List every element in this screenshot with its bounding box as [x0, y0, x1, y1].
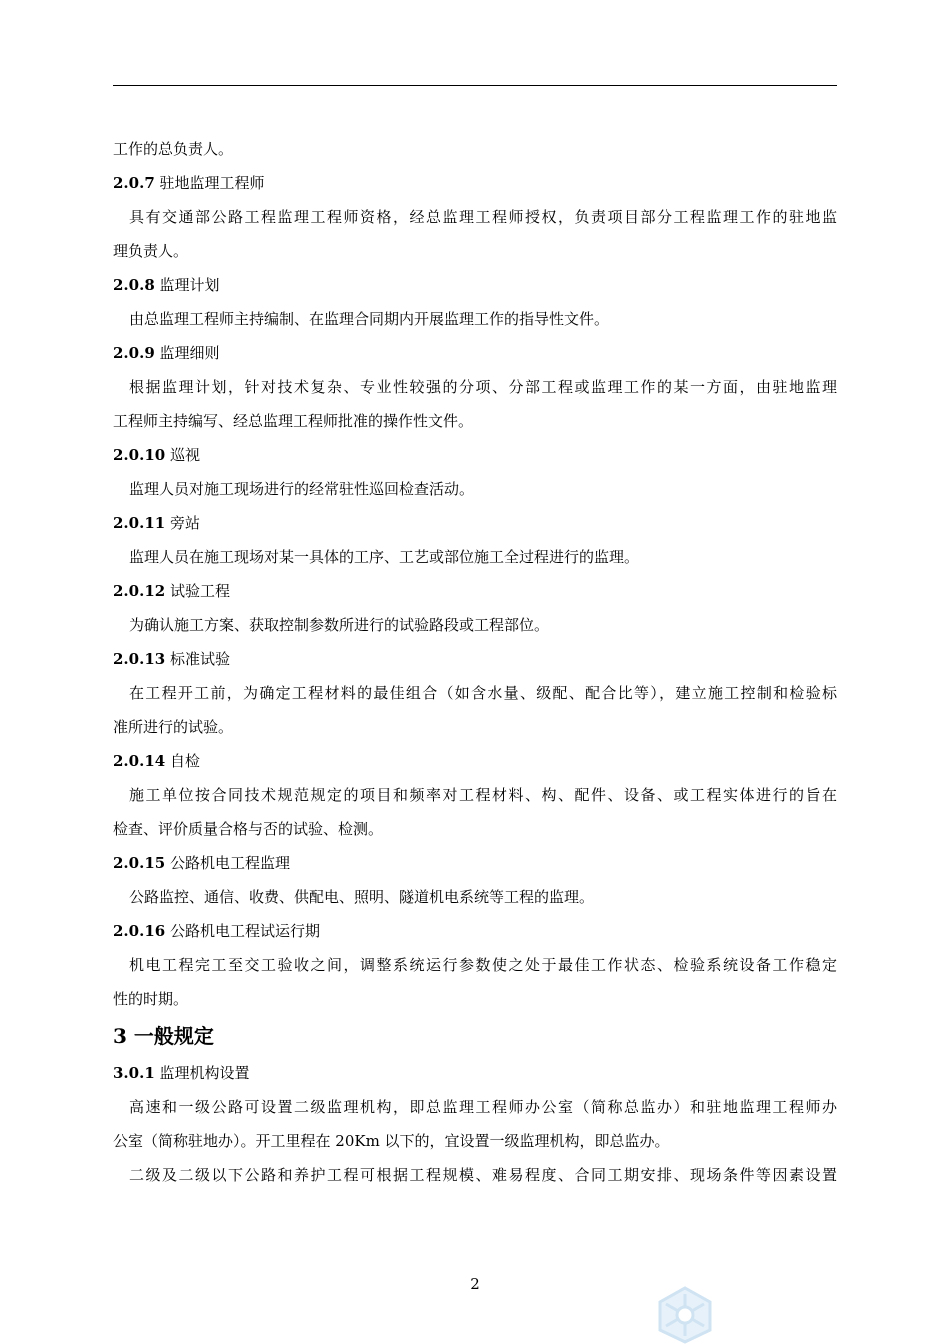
term-heading — [113, 506, 837, 540]
term-title: 公路机电工程试运行期 — [169, 922, 320, 940]
paragraph-line: 二级及二级以下公路和养护工程可根据工程规模、难易程度、合同工期安排、现场条件等因素设置 — [129, 1166, 837, 1184]
term-heading — [113, 574, 837, 608]
paragraph-line: 具有交通部公路工程监理工程师资格，经总监理工程师授权，负责项目部分工程监理工作的驻地监 — [129, 208, 837, 226]
term-number: 2.0.14 — [113, 752, 166, 770]
term-heading — [113, 914, 837, 948]
term-title: 自检 — [169, 752, 200, 770]
term-number: 2.0.13 — [113, 650, 166, 668]
term-number: 2.0.16 — [113, 922, 166, 940]
term-title: 监理机构设置 — [159, 1064, 250, 1082]
term-heading — [113, 336, 837, 370]
term-heading — [113, 1056, 837, 1090]
paragraph-line: 工程师主持编写、经总监理工程师批准的操作性文件。 — [113, 412, 474, 430]
term-heading — [113, 438, 837, 472]
paragraph-line: 公室（简称驻地办）。开工里程在 20Km 以下的，宜设置一级监理机构，即总监办。 — [113, 1132, 670, 1150]
term-title: 公路机电工程监理 — [169, 854, 290, 872]
paragraph-line: 机电工程完工至交工验收之间，调整系统运行参数使之处于最佳工作状态、检验系统设备工作稳定 — [129, 956, 837, 974]
term-number: 2.0.7 — [113, 174, 155, 192]
page-number: 2 — [470, 1275, 480, 1293]
snowflake-watermark-icon — [652, 1284, 718, 1344]
term-number: 2.0.9 — [113, 344, 155, 362]
term-title: 监理计划 — [159, 276, 220, 294]
paragraph-line: 高速和一级公路可设置二级监理机构，即总监理工程师办公室（简称总监办）和驻地监理工程师办 — [129, 1098, 837, 1116]
paragraph-line: 理负责人。 — [113, 242, 189, 260]
paragraph-line: 性的时期。 — [113, 990, 189, 1008]
paragraph-line: 公路监控、通信、收费、供配电、照明、隧道机电系统等工程的监理。 — [129, 888, 595, 906]
term-title: 驻地监理工程师 — [159, 174, 265, 192]
term-number: 2.0.15 — [113, 854, 166, 872]
paragraph-line: 在工程开工前，为确定工程材料的最佳组合（如含水量、级配、配合比等），建立施工控制和检验标 — [129, 684, 837, 702]
paragraph-line: 根据监理计划，针对技术复杂、专业性较强的分项、分部工程或监理工作的某一方面，由驻地监理 — [129, 378, 837, 396]
term-heading — [113, 642, 837, 676]
term-number: 2.0.11 — [113, 514, 166, 532]
term-title: 监理细则 — [159, 344, 220, 362]
paragraph-line: 施工单位按合同技术规范规定的项目和频率对工程材料、构、配件、设备、或工程实体进行的旨在 — [129, 786, 837, 804]
term-title: 巡视 — [169, 446, 200, 464]
term-heading — [113, 166, 837, 200]
term-heading — [113, 744, 837, 778]
paragraph-line: 工作的总负责人。 — [113, 140, 234, 158]
document-body — [113, 132, 837, 1192]
paragraph-line: 检查、评价质量合格与否的试验、检测。 — [113, 820, 384, 838]
paragraph-line: 由总监理工程师主持编制、在监理合同期内开展监理工作的指导性文件。 — [129, 310, 610, 328]
paragraph-line: 为确认施工方案、获取控制参数所进行的试验路段或工程部位。 — [129, 616, 550, 634]
paragraph-line: 准所进行的试验。 — [113, 718, 234, 736]
term-title: 旁站 — [169, 514, 200, 532]
term-title: 试验工程 — [169, 582, 230, 600]
paragraph-line: 监理人员在施工现场对某一具体的工序、工艺或部位施工全过程进行的监理。 — [129, 548, 640, 566]
term-number: 3.0.1 — [113, 1064, 155, 1082]
term-number: 2.0.8 — [113, 276, 155, 294]
section-heading: 3 一般规定 — [113, 1024, 214, 1048]
paragraph-line: 监理人员对施工现场进行的经常驻性巡回检查活动。 — [129, 480, 475, 498]
term-number: 2.0.10 — [113, 446, 166, 464]
term-heading — [113, 268, 837, 302]
term-number: 2.0.12 — [113, 582, 166, 600]
term-title: 标准试验 — [169, 650, 230, 668]
term-heading — [113, 846, 837, 880]
header-rule — [113, 85, 837, 86]
